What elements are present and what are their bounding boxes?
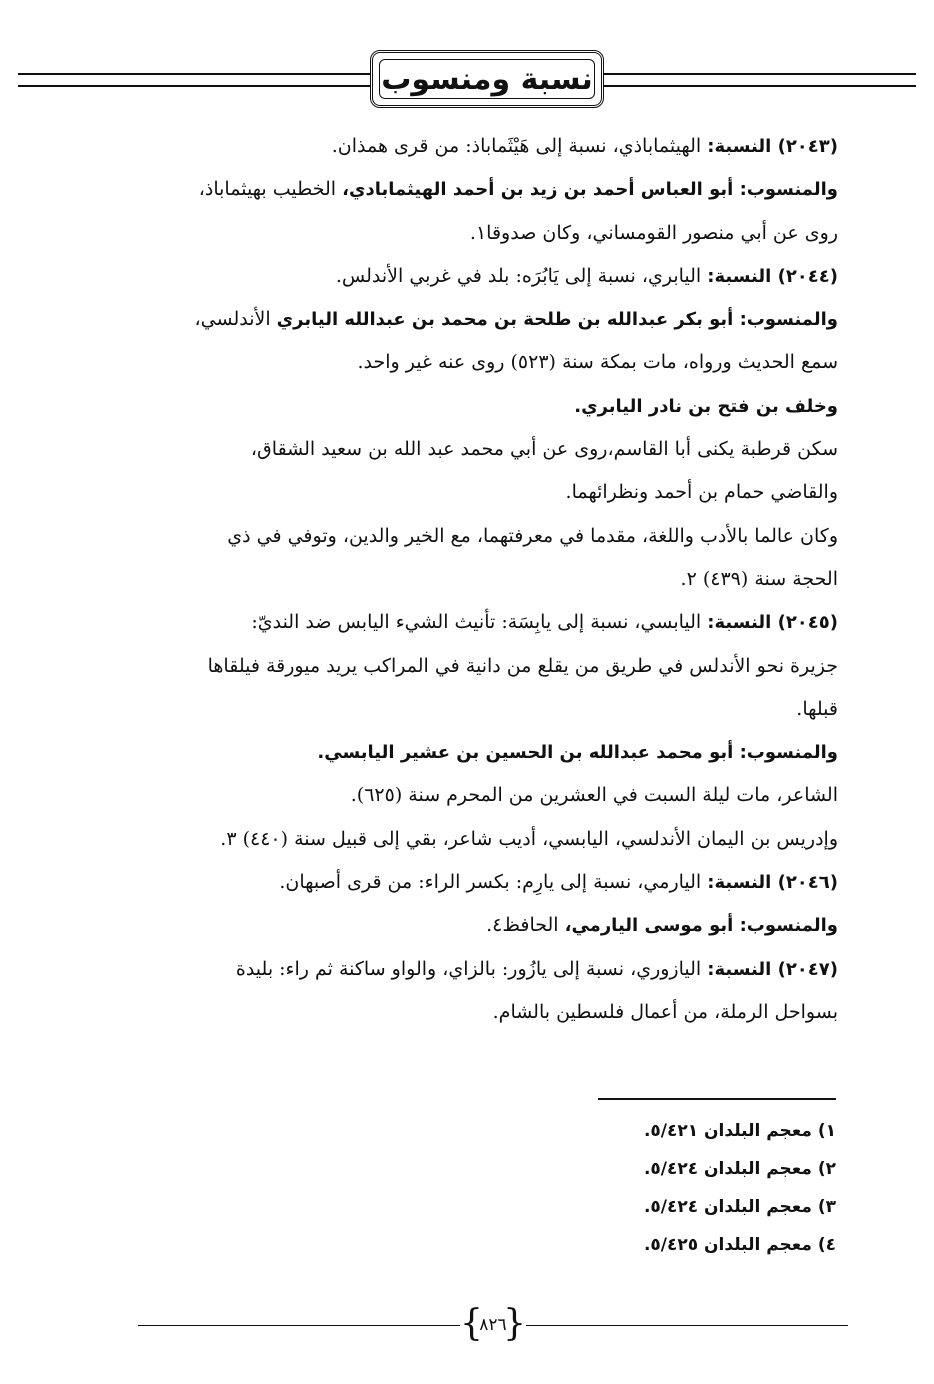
text-line-plain: اليابسي، نسبة إلى يابِسَة: تأنيث الشيء اليابس ضد النديّ: bbox=[251, 611, 708, 634]
text-line bbox=[152, 428, 838, 471]
text-line bbox=[152, 125, 838, 168]
text-line-bold: والمنسوب: أبو محمد عبدالله بن الحسين بن عشير اليابسي. bbox=[317, 742, 838, 764]
page-number bbox=[460, 1308, 526, 1342]
text-line bbox=[152, 341, 838, 384]
text-line-bold: والمنسوب: أبو العباس أحمد بن زيد بن أحمد الهيثمابادي، bbox=[342, 179, 838, 201]
text-line-plain: بسواحل الرملة، من أعمال فلسطين بالشام. bbox=[492, 1000, 838, 1023]
footer-rule-right bbox=[526, 1325, 848, 1326]
text-line-bold: والمنسوب: أبو بكر عبدالله بن طلحة بن محمد بن عبدالله اليابري bbox=[276, 309, 838, 331]
text-line bbox=[152, 904, 838, 947]
text-line bbox=[152, 168, 838, 211]
footnote: ٤) معجم البلدان ٥/٤٢٥. bbox=[643, 1235, 836, 1255]
footnote: ٢) معجم البلدان ٥/٤٢٤. bbox=[643, 1159, 836, 1179]
text-line bbox=[152, 558, 838, 601]
text-line bbox=[152, 298, 838, 341]
text-line-plain: الشاعر، مات ليلة السبت في العشرين من المحرم سنة (٦٢٥). bbox=[350, 784, 838, 807]
text-line-bold: (٢٠٤٥) النسبة: bbox=[707, 612, 838, 634]
text-line bbox=[152, 212, 838, 255]
text-line-plain: الحافظ٤. bbox=[486, 914, 565, 937]
text-line-bold: (٢٠٤٣) النسبة: bbox=[707, 136, 838, 157]
text-line-bold: (٢٠٤٧) النسبة: bbox=[707, 958, 838, 980]
text-line-bold: (٢٠٤٤) النسبة: bbox=[707, 265, 838, 287]
text-line bbox=[152, 688, 838, 731]
header-rule-left bbox=[18, 73, 370, 87]
footnote-separator bbox=[598, 1098, 836, 1100]
footer-rule-left bbox=[138, 1325, 460, 1326]
footnote: ٣) معجم البلدان ٥/٤٢٤. bbox=[643, 1197, 836, 1217]
text-line bbox=[152, 948, 838, 991]
text-line-bold: (٢٠٤٦) النسبة: bbox=[707, 872, 838, 894]
text-line-plain: اليازوري، نسبة إلى يازُور: بالزاي، والواو ساكنة ثم راء: بليدة bbox=[235, 957, 708, 980]
text-line bbox=[152, 385, 838, 428]
text-line bbox=[152, 731, 838, 774]
text-line-plain: روى عن أبي منصور القومساني، وكان صدوقا١. bbox=[469, 221, 838, 244]
text-line bbox=[152, 471, 838, 514]
text-line bbox=[152, 818, 838, 861]
footnote: ١) معجم البلدان ٥/٤٢١. bbox=[643, 1121, 836, 1141]
text-line-plain: الهيثماباذي، نسبة إلى هَيْثَماباذ: من قرى همذان. bbox=[331, 135, 708, 157]
text-line bbox=[152, 774, 838, 817]
text-line-bold: والمنسوب: أبو موسى اليارمي، bbox=[564, 915, 838, 937]
running-header bbox=[370, 50, 604, 108]
text-line-plain: جزيرة نحو الأندلس في طريق من يقلع من دانية في المراكب يريد ميورقة فيلقاها bbox=[207, 654, 838, 677]
text-line bbox=[152, 601, 838, 644]
main-text bbox=[152, 125, 838, 1034]
text-line-plain: اليارمي، نسبة إلى يارِم: بكسر الراء: من قرى أصبهان. bbox=[279, 871, 708, 894]
footnotes bbox=[560, 1112, 836, 1264]
text-line-plain: الأندلسي، bbox=[194, 308, 277, 331]
text-line bbox=[152, 991, 838, 1034]
text-line bbox=[152, 515, 838, 558]
page-number-text: { ٨٢٦ bbox=[479, 1315, 507, 1335]
text-line bbox=[152, 861, 838, 904]
text-line-plain: الحجة سنة (٤٣٩) ٢. bbox=[680, 567, 838, 590]
text-line bbox=[152, 255, 838, 298]
running-header-title: نسبة ومنسوب bbox=[381, 61, 593, 97]
text-line-plain: وكان عالما بالأدب واللغة، مقدما في معرفتهما، مع الخير والدين، وتوفي في ذي bbox=[227, 524, 838, 547]
text-line-plain: والقاضي حمام بن أحمد ونظرائهما. bbox=[565, 481, 838, 504]
header-rule-right bbox=[604, 73, 916, 87]
text-line-plain: قبلها. bbox=[796, 697, 838, 720]
text-line-plain: سمع الحديث ورواه، مات بمكة سنة (٥٢٣) روى عنه غير واحد. bbox=[357, 351, 838, 374]
text-line-plain: الخطيب بهيثماباذ، bbox=[198, 178, 343, 201]
text-line-bold: وخلف بن فتح بن نادر اليابري. bbox=[574, 395, 838, 417]
text-line-plain: وإدريس بن اليمان الأندلسي، اليابسي، أديب شاعر، بقي إلى قبيل سنة (٤٤٠) ٣. bbox=[220, 827, 838, 850]
text-line-plain: سكن قرطبة يكنى أبا القاسم،روى عن أبي محمد عبد الله بن سعيد الشقاق، bbox=[250, 438, 838, 461]
text-line-plain: اليابري، نسبة إلى يَابُرَه: بلد في غربي الأندلس. bbox=[335, 264, 708, 287]
text-line bbox=[152, 645, 838, 688]
